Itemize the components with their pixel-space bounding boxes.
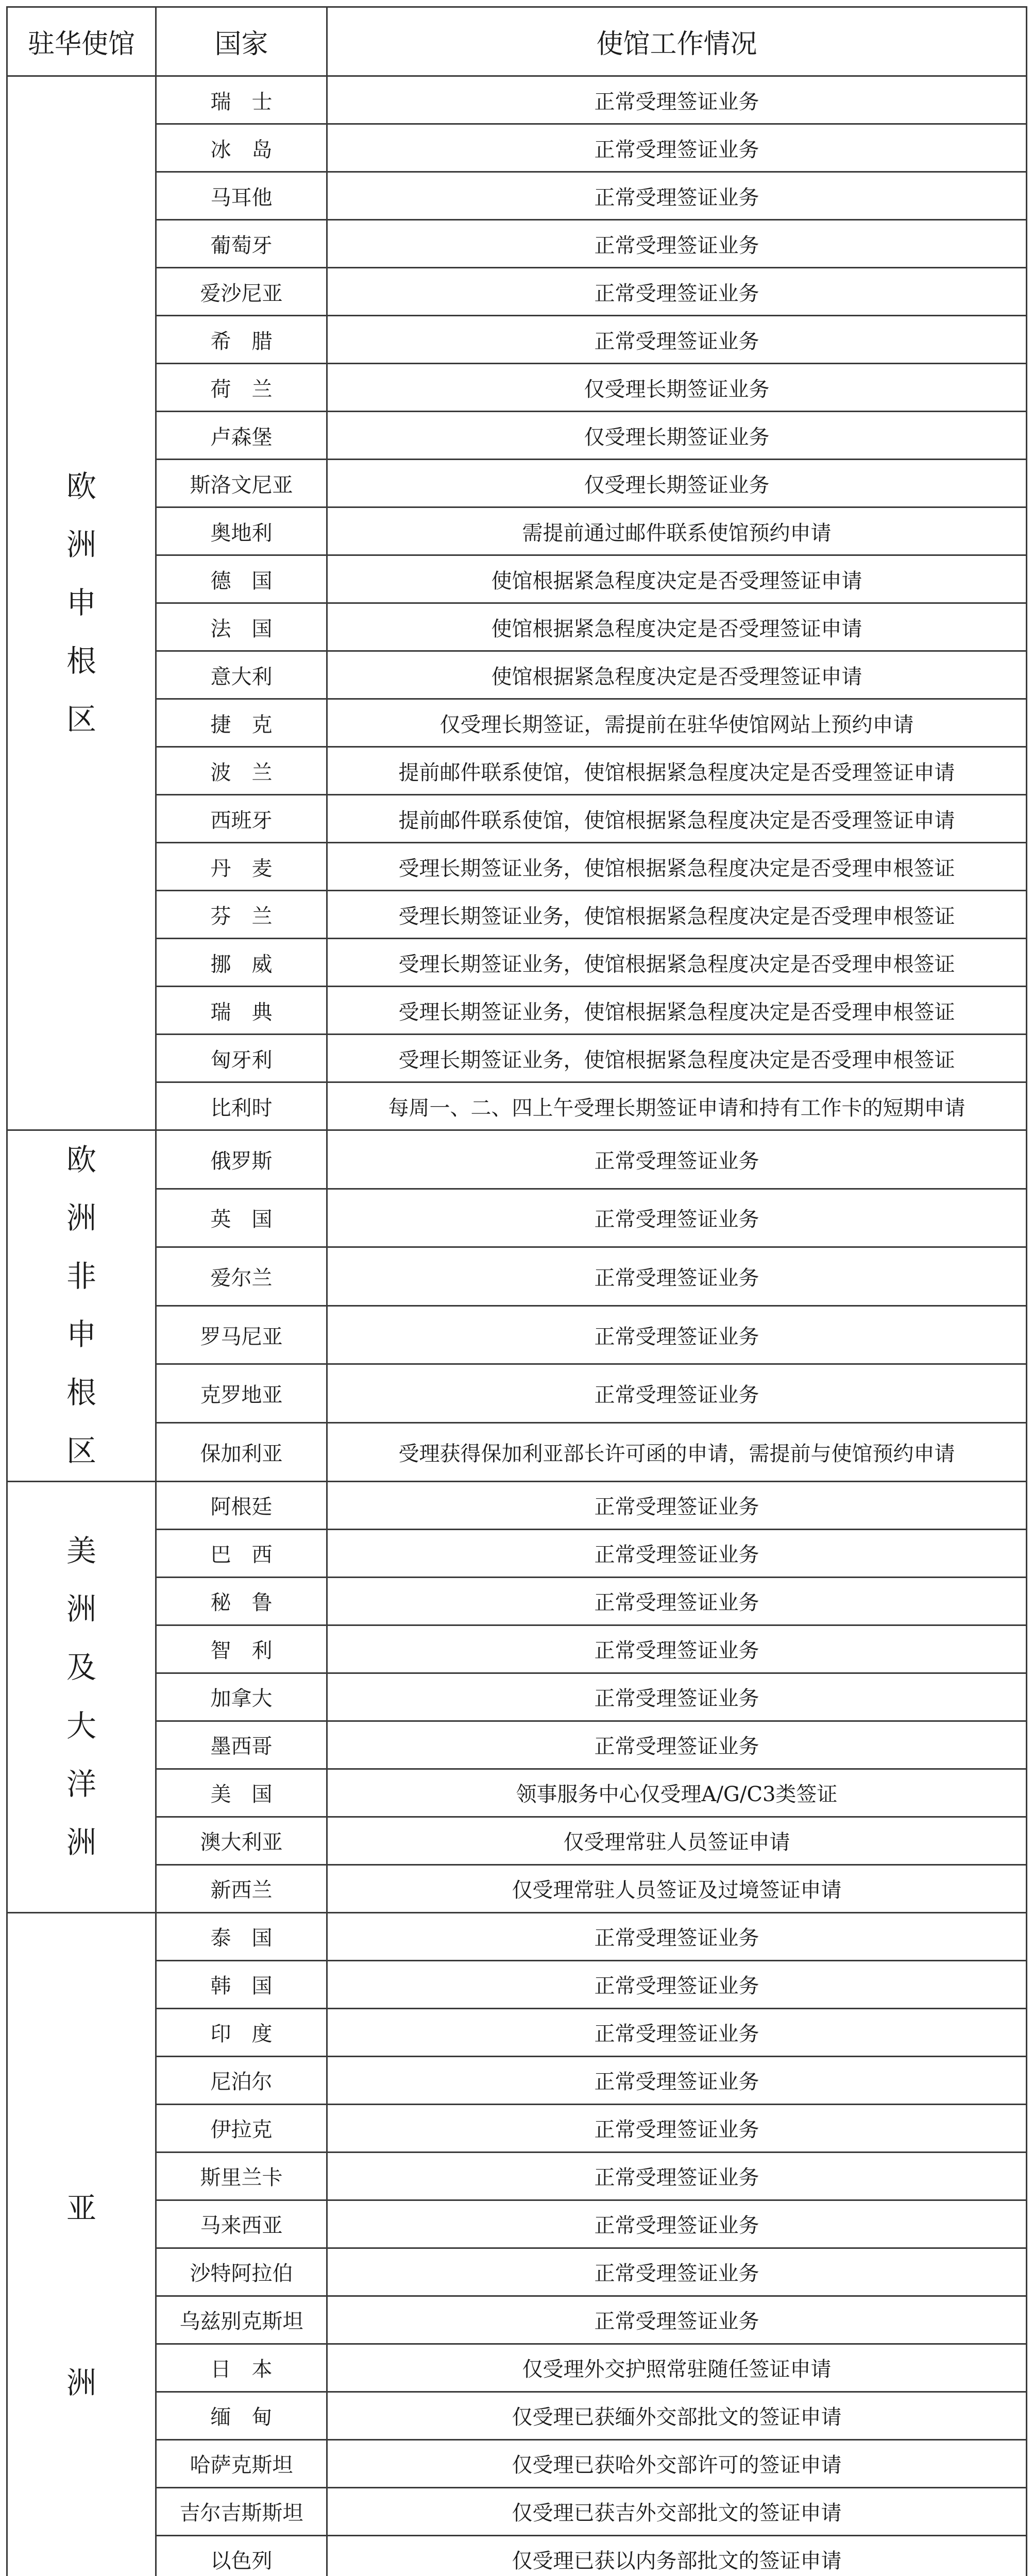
table-row: [7, 2296, 1027, 2344]
status-cell: 正常受理签证业务: [327, 220, 1027, 268]
embassy-visa-table: [6, 6, 1027, 2576]
table-row: [7, 939, 1027, 987]
table-row: [7, 124, 1027, 172]
country-cell: 芬 兰: [156, 891, 327, 939]
region-char: [8, 2296, 155, 2354]
table-row: [7, 1960, 1027, 2008]
region-char: 根: [66, 643, 96, 679]
status-cell: 仅受理已获以内务部批文的签证申请: [327, 2535, 1027, 2576]
table-row: [7, 2152, 1027, 2200]
country-cell: 爱沙尼亚: [156, 268, 327, 316]
table-row: [7, 1529, 1027, 1577]
country-cell: 俄罗斯: [156, 1130, 327, 1189]
country-cell: 挪 威: [156, 939, 327, 987]
table-row: [7, 2535, 1027, 2576]
country-cell: 荷 兰: [156, 364, 327, 412]
table-row: [7, 1769, 1027, 1817]
country-cell: 美 国: [156, 1769, 327, 1817]
table-row: [7, 1130, 1027, 1189]
status-cell: 正常受理签证业务: [327, 2056, 1027, 2104]
region-char: 洲: [66, 1824, 96, 1860]
country-cell: 意大利: [156, 651, 327, 699]
region-char: 申: [66, 1317, 96, 1352]
table-row: [7, 2344, 1027, 2392]
status-cell: 受理获得保加利亚部长许可函的申请，需提前与使馆预约申请: [327, 1422, 1027, 1481]
status-cell: 受理长期签证业务，使馆根据紧急程度决定是否受理申根签证: [327, 1035, 1027, 1082]
region-char: 亚: [66, 2190, 96, 2226]
table-row: [7, 1817, 1027, 1865]
status-cell: 正常受理签证业务: [327, 1721, 1027, 1769]
country-cell: 瑞 典: [156, 987, 327, 1035]
region-cell: [7, 1130, 156, 1482]
table-row: [7, 1035, 1027, 1082]
status-cell: 仅受理常驻人员签证及过境签证申请: [327, 1865, 1027, 1912]
country-cell: 日 本: [156, 2344, 327, 2392]
region-char: 申: [66, 585, 96, 620]
country-cell: 韩 国: [156, 1960, 327, 2008]
status-cell: 仅受理长期签证业务: [327, 364, 1027, 412]
table-row: [7, 699, 1027, 747]
status-cell: 使馆根据紧急程度决定是否受理签证申请: [327, 555, 1027, 603]
country-cell: 丹 麦: [156, 843, 327, 891]
country-cell: 马来西亚: [156, 2200, 327, 2248]
region-char: 洲: [66, 1591, 96, 1627]
table-row: [7, 364, 1027, 412]
region-char: 欧: [66, 468, 96, 504]
status-cell: 正常受理签证业务: [327, 1306, 1027, 1364]
country-cell: 捷 克: [156, 699, 327, 747]
table-row: [7, 220, 1027, 268]
table-row: [7, 1865, 1027, 1912]
status-cell: 正常受理签证业务: [327, 1673, 1027, 1721]
region-char: 洲: [66, 527, 96, 562]
country-cell: 罗马尼亚: [156, 1306, 327, 1364]
table-row: [7, 2104, 1027, 2152]
table-row: [7, 1247, 1027, 1306]
table-row: [7, 747, 1027, 795]
country-cell: 西班牙: [156, 795, 327, 843]
status-cell: 领事服务中心仅受理A/G/C3类签证: [327, 1769, 1027, 1817]
status-cell: 仅受理长期签证业务: [327, 460, 1027, 507]
table-row: [7, 172, 1027, 220]
table-row: [7, 987, 1027, 1035]
status-cell: 提前邮件联系使馆，使馆根据紧急程度决定是否受理签证申请: [327, 795, 1027, 843]
table-row: [7, 891, 1027, 939]
table-row: [7, 603, 1027, 651]
table-row: [7, 2248, 1027, 2296]
document-page: [6, 6, 1026, 2576]
status-cell: 仅受理常驻人员签证申请: [327, 1817, 1027, 1865]
table-row: [7, 1673, 1027, 1721]
status-cell: 正常受理签证业务: [327, 2152, 1027, 2200]
table-row: [7, 1721, 1027, 1769]
table-row: [7, 843, 1027, 891]
status-cell: 正常受理签证业务: [327, 1247, 1027, 1306]
table-row: [7, 316, 1027, 364]
table-row: [7, 507, 1027, 555]
status-cell: 正常受理签证业务: [327, 1912, 1027, 1960]
status-cell: 正常受理签证业务: [327, 2248, 1027, 2296]
table-row: [7, 412, 1027, 460]
country-cell: 尼泊尔: [156, 2056, 327, 2104]
status-cell: 仅受理已获缅外交部批文的签证申请: [327, 2392, 1027, 2439]
region-cell: [7, 1912, 156, 2576]
status-cell: 受理长期签证业务，使馆根据紧急程度决定是否受理申根签证: [327, 987, 1027, 1035]
table-row: [7, 795, 1027, 843]
country-cell: 阿根廷: [156, 1481, 327, 1529]
status-cell: 仅受理已获吉外交部批文的签证申请: [327, 2487, 1027, 2535]
status-cell: 正常受理签证业务: [327, 1960, 1027, 2008]
country-cell: 印 度: [156, 2008, 327, 2056]
region-char: 区: [66, 1433, 96, 1469]
status-cell: 正常受理签证业务: [327, 1364, 1027, 1423]
country-cell: 匈牙利: [156, 1035, 327, 1082]
country-cell: 新西兰: [156, 1865, 327, 1912]
header-country: 国家: [156, 7, 327, 76]
status-cell: 仅受理长期签证，需提前在驻华使馆网站上预约申请: [327, 699, 1027, 747]
region-cell: [7, 1481, 156, 1912]
status-cell: 受理长期签证业务，使馆根据紧急程度决定是否受理申根签证: [327, 939, 1027, 987]
country-cell: 克罗地亚: [156, 1364, 327, 1423]
country-cell: 奥地利: [156, 507, 327, 555]
status-cell: 受理长期签证业务，使馆根据紧急程度决定是否受理申根签证: [327, 843, 1027, 891]
status-cell: 正常受理签证业务: [327, 268, 1027, 316]
header-status: 使馆工作情况: [327, 7, 1027, 76]
country-cell: 马耳他: [156, 172, 327, 220]
region-char: 美: [66, 1533, 96, 1569]
country-cell: 保加利亚: [156, 1422, 327, 1481]
table-row: [7, 1577, 1027, 1625]
status-cell: 正常受理签证业务: [327, 124, 1027, 172]
country-cell: 斯洛文尼亚: [156, 460, 327, 507]
table-row: [7, 1625, 1027, 1673]
status-cell: 使馆根据紧急程度决定是否受理签证申请: [327, 603, 1027, 651]
country-cell: 澳大利亚: [156, 1817, 327, 1865]
status-cell: 正常受理签证业务: [327, 2008, 1027, 2056]
status-cell: 正常受理签证业务: [327, 316, 1027, 364]
country-cell: 哈萨克斯坦: [156, 2439, 327, 2487]
table-row: [7, 2392, 1027, 2439]
region-char: 洲: [66, 2365, 96, 2401]
region-char: 区: [66, 702, 96, 737]
status-cell: 使馆根据紧急程度决定是否受理签证申请: [327, 651, 1027, 699]
status-cell: 正常受理签证业务: [327, 172, 1027, 220]
region-char: 洲: [66, 1200, 96, 1236]
country-cell: 以色列: [156, 2535, 327, 2576]
region-char: 根: [66, 1375, 96, 1411]
table-row: [7, 555, 1027, 603]
country-cell: 缅 甸: [156, 2392, 327, 2439]
status-cell: 正常受理签证业务: [327, 1577, 1027, 1625]
country-cell: 德 国: [156, 555, 327, 603]
country-cell: 瑞 士: [156, 76, 327, 124]
table-row: [7, 1082, 1027, 1130]
country-cell: 智 利: [156, 1625, 327, 1673]
table-row: [7, 1912, 1027, 1960]
status-cell: 正常受理签证业务: [327, 1625, 1027, 1673]
table-row: [7, 2200, 1027, 2248]
country-cell: 墨西哥: [156, 1721, 327, 1769]
region-char: 欧: [66, 1142, 96, 1177]
table-row: [7, 460, 1027, 507]
country-cell: 冰 岛: [156, 124, 327, 172]
country-cell: 爱尔兰: [156, 1247, 327, 1306]
region-char: 及: [66, 1650, 96, 1685]
country-cell: 加拿大: [156, 1673, 327, 1721]
region-char: 大: [66, 1708, 96, 1743]
country-cell: 斯里兰卡: [156, 2152, 327, 2200]
table-row: [7, 1422, 1027, 1481]
region-char: [8, 2238, 155, 2296]
header-row: [7, 7, 1027, 76]
country-cell: 沙特阿拉伯: [156, 2248, 327, 2296]
status-cell: 正常受理签证业务: [327, 2200, 1027, 2248]
country-cell: 法 国: [156, 603, 327, 651]
country-cell: 巴 西: [156, 1529, 327, 1577]
status-cell: 正常受理签证业务: [327, 1529, 1027, 1577]
table-row: [7, 2487, 1027, 2535]
header-embassy: 驻华使馆: [7, 7, 156, 76]
table-row: [7, 1306, 1027, 1364]
status-cell: 正常受理签证业务: [327, 1481, 1027, 1529]
table-body: [7, 76, 1027, 2576]
status-cell: 正常受理签证业务: [327, 1189, 1027, 1247]
country-cell: 葡萄牙: [156, 220, 327, 268]
country-cell: 伊拉克: [156, 2104, 327, 2152]
country-cell: 波 兰: [156, 747, 327, 795]
table-row: [7, 1481, 1027, 1529]
country-cell: 吉尔吉斯斯坦: [156, 2487, 327, 2535]
table-row: [7, 76, 1027, 124]
table-row: [7, 1189, 1027, 1247]
status-cell: 正常受理签证业务: [327, 76, 1027, 124]
country-cell: 泰 国: [156, 1912, 327, 1960]
country-cell: 乌兹别克斯坦: [156, 2296, 327, 2344]
status-cell: 每周一、二、四上午受理长期签证申请和持有工作卡的短期申请: [327, 1082, 1027, 1130]
status-cell: 正常受理签证业务: [327, 2104, 1027, 2152]
region-char: 洋: [66, 1766, 96, 1802]
status-cell: 正常受理签证业务: [327, 1130, 1027, 1189]
country-cell: 英 国: [156, 1189, 327, 1247]
table-row: [7, 2008, 1027, 2056]
region-cell: [7, 76, 156, 1130]
status-cell: 仅受理已获哈外交部许可的签证申请: [327, 2439, 1027, 2487]
status-cell: 仅受理长期签证业务: [327, 412, 1027, 460]
table-row: [7, 651, 1027, 699]
region-char: 非: [66, 1259, 96, 1294]
table-row: [7, 2439, 1027, 2487]
status-cell: 受理长期签证业务，使馆根据紧急程度决定是否受理申根签证: [327, 891, 1027, 939]
table-row: [7, 268, 1027, 316]
status-cell: 正常受理签证业务: [327, 2296, 1027, 2344]
country-cell: 希 腊: [156, 316, 327, 364]
country-cell: 卢森堡: [156, 412, 327, 460]
status-cell: 提前邮件联系使馆，使馆根据紧急程度决定是否受理签证申请: [327, 747, 1027, 795]
table-row: [7, 1364, 1027, 1423]
country-cell: 秘 鲁: [156, 1577, 327, 1625]
table-row: [7, 2056, 1027, 2104]
status-cell: 仅受理外交护照常驻随任签证申请: [327, 2344, 1027, 2392]
status-cell: 需提前通过邮件联系使馆预约申请: [327, 507, 1027, 555]
country-cell: 比利时: [156, 1082, 327, 1130]
